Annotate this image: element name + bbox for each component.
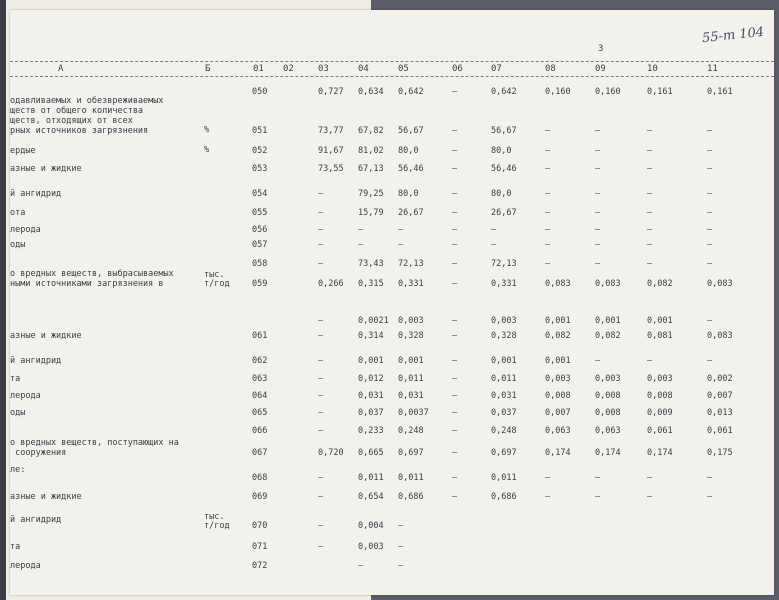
table-cell: – <box>318 208 324 218</box>
row-label: азные и жидкие <box>10 331 82 341</box>
table-cell: 0,161 <box>647 87 673 97</box>
column-header-4: 03 <box>318 64 329 74</box>
table-cell: 0,011 <box>491 374 517 384</box>
table-cell: 0,012 <box>358 374 384 384</box>
table-cell: 67,82 <box>358 126 384 136</box>
table-cell: – <box>647 240 653 250</box>
table-cell: 0,013 <box>707 408 733 418</box>
table-cell: – <box>545 259 551 269</box>
row-code: 059 <box>252 279 268 289</box>
table-cell: – <box>452 356 458 366</box>
row-label: о вредных веществ, выбрасываемых ными источниками загрязнения в <box>10 269 174 289</box>
table-cell: 0,001 <box>491 356 517 366</box>
table-cell: – <box>707 259 713 269</box>
table-cell: 0,0037 <box>398 408 429 418</box>
table-cell: – <box>318 408 324 418</box>
table-cell: – <box>595 126 601 136</box>
row-code: 057 <box>252 240 268 250</box>
page-number: 3 <box>598 44 604 54</box>
table-cell: 0,248 <box>398 426 424 436</box>
table-cell: 0,665 <box>358 448 384 458</box>
table-cell: 26,67 <box>491 208 517 218</box>
row-label: лерода <box>10 561 41 571</box>
table-cell: – <box>398 521 404 531</box>
table-cell: 0,160 <box>595 87 621 97</box>
row-label: й ангидрид <box>10 189 62 199</box>
column-header-8: 07 <box>491 64 502 74</box>
table-cell: 0,001 <box>647 316 673 326</box>
table-cell: – <box>707 208 713 218</box>
row-code: 071 <box>252 542 268 552</box>
row-code: 052 <box>252 146 268 156</box>
table-cell: 73,77 <box>318 126 344 136</box>
table-cell: 73,55 <box>318 164 344 174</box>
row-code: 069 <box>252 492 268 502</box>
table-cell: 0,642 <box>398 87 424 97</box>
table-cell: – <box>318 356 324 366</box>
table-cell: 0,008 <box>545 391 571 401</box>
table-cell: – <box>707 225 713 235</box>
table-cell: 0,233 <box>358 426 384 436</box>
table-cell: 0,314 <box>358 331 384 341</box>
table-cell: – <box>545 240 551 250</box>
table-cell: – <box>318 240 324 250</box>
row-code: 068 <box>252 473 268 483</box>
row-code: 070 <box>252 521 268 531</box>
row-unit: тыс. т/год <box>204 270 230 289</box>
table-cell: – <box>647 259 653 269</box>
table-cell: – <box>452 492 458 502</box>
table-cell: 0,007 <box>545 408 571 418</box>
row-label: й ангидрид <box>10 515 62 525</box>
table-cell: – <box>595 356 601 366</box>
table-cell: – <box>707 356 713 366</box>
table-cell: 79,25 <box>358 189 384 199</box>
table-cell: – <box>595 259 601 269</box>
table-cell: – <box>707 473 713 483</box>
table-cell: – <box>398 542 404 552</box>
table-cell: 0,063 <box>595 426 621 436</box>
row-label: одавливаемых и обезвреживаемых ществ от общего количества ществ, отходящих от всех рных источников загрязнения <box>10 96 164 136</box>
row-label: ота <box>10 208 26 218</box>
table-cell: – <box>452 391 458 401</box>
table-cell: – <box>452 87 458 97</box>
table-cell: – <box>595 189 601 199</box>
row-label: ле: <box>10 465 26 475</box>
table-cell: – <box>452 208 458 218</box>
table-cell: 0,007 <box>707 391 733 401</box>
table-cell: 0,083 <box>707 279 733 289</box>
table-cell: 0,037 <box>491 408 517 418</box>
table-cell: – <box>545 208 551 218</box>
table-cell: 0,063 <box>545 426 571 436</box>
table-cell: 0,001 <box>595 316 621 326</box>
table-cell: – <box>545 164 551 174</box>
table-cell: – <box>452 189 458 199</box>
table-cell: – <box>595 146 601 156</box>
row-code: 050 <box>252 87 268 97</box>
table-cell: – <box>545 473 551 483</box>
table-cell: 0,004 <box>358 521 384 531</box>
table-cell: 56,46 <box>398 164 424 174</box>
table-cell: – <box>398 240 404 250</box>
header-rule-top <box>10 61 774 62</box>
table-cell: – <box>452 164 458 174</box>
table-cell: 0,686 <box>398 492 424 502</box>
table-cell: 0,315 <box>358 279 384 289</box>
table-cell: 0,011 <box>491 473 517 483</box>
column-header-6: 05 <box>398 64 409 74</box>
table-cell: 0,001 <box>545 316 571 326</box>
table-cell: – <box>452 374 458 384</box>
table-cell: – <box>647 492 653 502</box>
table-cell: – <box>491 240 497 250</box>
row-label: лерода <box>10 225 41 235</box>
column-header-10: 09 <box>595 64 606 74</box>
table-cell: 0,083 <box>545 279 571 289</box>
row-code: 056 <box>252 225 268 235</box>
row-label: оды <box>10 240 26 250</box>
table-cell: 0,266 <box>318 279 344 289</box>
row-code: 067 <box>252 448 268 458</box>
table-cell: 0,0021 <box>358 316 389 326</box>
table-cell: – <box>318 331 324 341</box>
table-cell: – <box>398 561 404 571</box>
table-cell: 0,328 <box>398 331 424 341</box>
table-cell: 72,13 <box>491 259 517 269</box>
table-cell: – <box>452 146 458 156</box>
table-cell: – <box>707 164 713 174</box>
table-cell: – <box>358 240 364 250</box>
table-cell: – <box>545 225 551 235</box>
table-cell: 0,174 <box>545 448 571 458</box>
column-header-9: 08 <box>545 64 556 74</box>
table-cell: 0,082 <box>647 279 673 289</box>
table-cell: – <box>647 473 653 483</box>
table-cell: 0,083 <box>707 331 733 341</box>
table-cell: – <box>452 426 458 436</box>
table-cell: – <box>318 473 324 483</box>
table-cell: 91,67 <box>318 146 344 156</box>
table-cell: 0,011 <box>398 374 424 384</box>
table-cell: 0,003 <box>358 542 384 552</box>
row-unit: % <box>204 125 210 135</box>
table-cell: – <box>318 374 324 384</box>
table-cell: – <box>647 146 653 156</box>
table-cell: – <box>318 426 324 436</box>
table-cell: 0,003 <box>491 316 517 326</box>
column-header-11: 10 <box>647 64 658 74</box>
table-cell: – <box>398 225 404 235</box>
table-cell: – <box>595 240 601 250</box>
table-cell: 0,328 <box>491 331 517 341</box>
row-label: та <box>10 374 21 384</box>
row-label: та <box>10 542 21 552</box>
table-cell: – <box>595 208 601 218</box>
table-cell: – <box>647 225 653 235</box>
table-cell: 0,720 <box>318 448 344 458</box>
table-cell: 0,001 <box>358 356 384 366</box>
row-label: лерода <box>10 391 41 401</box>
row-code: 064 <box>252 391 268 401</box>
table-cell: 0,697 <box>398 448 424 458</box>
table-cell: – <box>358 225 364 235</box>
row-code: 061 <box>252 331 268 341</box>
table-cell: 0,011 <box>358 473 384 483</box>
table-cell: 0,002 <box>707 374 733 384</box>
table-cell: – <box>647 208 653 218</box>
table-cell: 0,008 <box>595 391 621 401</box>
table-cell: 0,331 <box>398 279 424 289</box>
table-cell: – <box>452 331 458 341</box>
table-cell: 80,0 <box>398 189 419 199</box>
row-label: оды <box>10 408 26 418</box>
table-cell: 0,003 <box>398 316 424 326</box>
table-cell: – <box>707 146 713 156</box>
row-code: 072 <box>252 561 268 571</box>
row-unit: % <box>204 145 210 155</box>
table-cell: 73,43 <box>358 259 384 269</box>
table-cell: 0,161 <box>707 87 733 97</box>
column-header-3: 02 <box>283 64 294 74</box>
table-cell: 0,031 <box>358 391 384 401</box>
table-cell: 0,654 <box>358 492 384 502</box>
table-cell: 81,02 <box>358 146 384 156</box>
table-cell: – <box>452 126 458 136</box>
table-cell: – <box>707 240 713 250</box>
row-code: 051 <box>252 126 268 136</box>
row-code: 055 <box>252 208 268 218</box>
table-cell: 0,001 <box>398 356 424 366</box>
table-cell: – <box>452 225 458 235</box>
table-cell: – <box>647 189 653 199</box>
row-label: о вредных веществ, поступающих на сооружения <box>10 438 179 458</box>
row-code: 054 <box>252 189 268 199</box>
table-cell: 0,031 <box>398 391 424 401</box>
table-cell: 56,67 <box>398 126 424 136</box>
table-cell: 0,008 <box>595 408 621 418</box>
table-cell: – <box>707 126 713 136</box>
table-cell: 0,175 <box>707 448 733 458</box>
table-cell: – <box>647 164 653 174</box>
table-cell: – <box>318 189 324 199</box>
row-code: 058 <box>252 259 268 269</box>
column-header-5: 04 <box>358 64 369 74</box>
table-cell: – <box>318 391 324 401</box>
column-header-7: 06 <box>452 64 463 74</box>
table-cell: 0,082 <box>595 331 621 341</box>
table-cell: – <box>452 473 458 483</box>
table-cell: 56,46 <box>491 164 517 174</box>
table-cell: – <box>358 561 364 571</box>
column-header-2: 01 <box>253 64 264 74</box>
table-cell: – <box>545 146 551 156</box>
table-cell: 0,686 <box>491 492 517 502</box>
row-unit: тыс. т/год <box>204 512 230 531</box>
table-cell: 15,79 <box>358 208 384 218</box>
table-cell: 0,174 <box>595 448 621 458</box>
table-cell: – <box>318 316 324 326</box>
table-cell: – <box>452 448 458 458</box>
table-cell: – <box>318 521 324 531</box>
row-label: й ангидрид <box>10 356 62 366</box>
table-cell: – <box>707 316 713 326</box>
table-cell: 72,13 <box>398 259 424 269</box>
table-cell: 0,009 <box>647 408 673 418</box>
table-cell: – <box>452 316 458 326</box>
table-cell: 0,003 <box>545 374 571 384</box>
row-label: азные и жидкие <box>10 492 82 502</box>
column-header-12: 11 <box>707 64 718 74</box>
table-cell: – <box>318 259 324 269</box>
table-cell: 0,003 <box>595 374 621 384</box>
table-cell: 67,13 <box>358 164 384 174</box>
table-cell: – <box>647 356 653 366</box>
table-cell: – <box>595 225 601 235</box>
table-cell: – <box>318 492 324 502</box>
table-cell: 0,082 <box>545 331 571 341</box>
table-cell: – <box>545 492 551 502</box>
row-code: 053 <box>252 164 268 174</box>
table-cell: 80,0 <box>398 146 419 156</box>
header-rule-bottom <box>10 76 774 77</box>
table-cell: – <box>545 126 551 136</box>
column-header-1: Б <box>205 64 211 74</box>
table-cell: 0,331 <box>491 279 517 289</box>
table-cell: 0,061 <box>707 426 733 436</box>
column-header-0: A <box>58 64 64 74</box>
table-cell: – <box>545 189 551 199</box>
table-cell: 0,697 <box>491 448 517 458</box>
row-code: 066 <box>252 426 268 436</box>
table-cell: 0,634 <box>358 87 384 97</box>
table-cell: – <box>318 225 324 235</box>
table-cell: 0,008 <box>647 391 673 401</box>
table-cell: 0,031 <box>491 391 517 401</box>
table-cell: 0,174 <box>647 448 673 458</box>
table-cell: 26,67 <box>398 208 424 218</box>
table-cell: 0,081 <box>647 331 673 341</box>
table-cell: – <box>647 126 653 136</box>
archive-mark: 55-m 104 <box>701 24 765 47</box>
row-label: азные и жидкие <box>10 164 82 174</box>
table-cell: 0,003 <box>647 374 673 384</box>
table-cell: – <box>595 164 601 174</box>
table-cell: – <box>707 492 713 502</box>
table-cell: 0,061 <box>647 426 673 436</box>
table-cell: – <box>452 408 458 418</box>
table-cell: 80,0 <box>491 189 512 199</box>
table-cell: 0,001 <box>545 356 571 366</box>
table-cell: 0,083 <box>595 279 621 289</box>
table-cell: – <box>452 259 458 269</box>
table-cell: – <box>491 225 497 235</box>
table-cell: 80,0 <box>491 146 512 156</box>
table-cell: – <box>595 492 601 502</box>
table-cell: 0,727 <box>318 87 344 97</box>
table-cell: 0,037 <box>358 408 384 418</box>
table-cell: 0,011 <box>398 473 424 483</box>
table-cell: – <box>452 279 458 289</box>
table-cell: – <box>452 240 458 250</box>
table-cell: 0,160 <box>545 87 571 97</box>
row-code: 062 <box>252 356 268 366</box>
table-cell: 0,248 <box>491 426 517 436</box>
row-code: 065 <box>252 408 268 418</box>
table-cell: – <box>318 542 324 552</box>
row-label: ердые <box>10 146 36 156</box>
row-code: 063 <box>252 374 268 384</box>
table-cell: 0,642 <box>491 87 517 97</box>
table-cell: – <box>595 473 601 483</box>
table-cell: – <box>707 189 713 199</box>
table-cell: 56,67 <box>491 126 517 136</box>
